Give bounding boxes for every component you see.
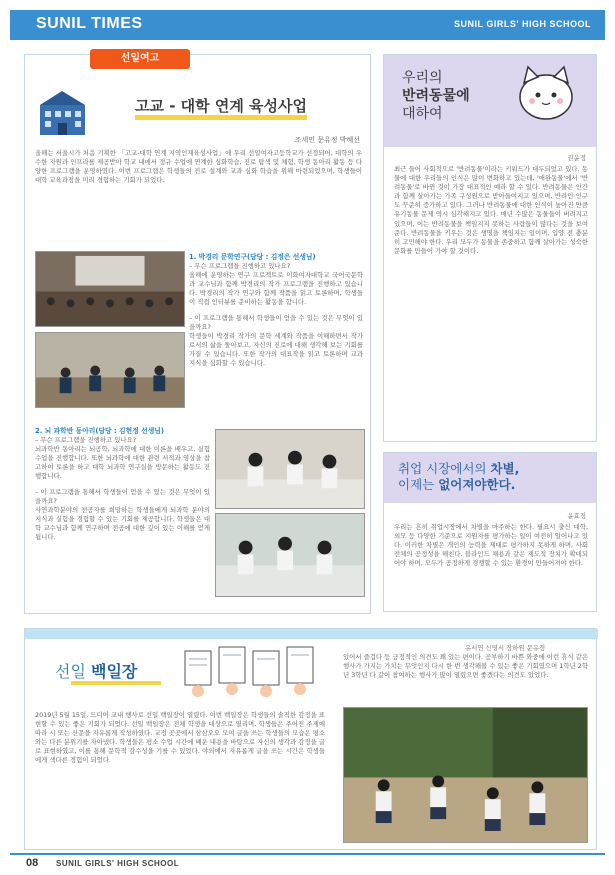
discrimination-column-body: 우리는 흔히 취업시장에서 차별을 마주하는 한다. 필요시 출신 대학, 외모 등 다양한 기준으로 지원자를 평가하는 일이 여전히 일어나고 있다. 이러한 차별은 개인의 능력을 제대로 평가하지 못하게 하며, 사회 전체의 공정성을 해친다. 블라인드 채용과 같은 제도적 장치가 확대되어야 하며, 모두가 공정하게 경쟁할 수 있는 환경이 만들어져야 한다. [394,523,588,568]
page-number: 08 [26,857,39,869]
section-1-body: 올해에 운영하는 연구 프로젝트로 이화여자대학교 국어국문학과 교수님과 함께 박경리의 작가 프로그램을 진행하고 있습니다. 박경리의 작가 연구와 함께 작품을 읽고 토론하며, 학생들이 직접 인터뷰를 준비하는 활동을 합니다. [189,271,363,307]
discrimination-column [383,452,597,612]
school-name: SUNIL GIRLS' HIGH SCHOOL [454,19,591,29]
students-writing-photo [343,707,588,843]
article-intro: 올해는 서울시가 처음 기획한 「고교-대학 연계 지역인재육성사업」에 우리 선일여자고등학교가 선정되어, 대학의 우수한 자원과 인프라를 제공받아 학교 내에서 정규 수업에 연계한 심화학습, 진로 탐색 및 체험, 학생 동아리 활동 등 다양한 프로그램을 운영하였다. 이번 프로그램은 학생들의 진로 설계와 교과 심화 학습을 위해 마련되었으며, 학생들이 대학 교육과정을 미리 경험하는 기회가 되었다. [35,149,362,185]
page-header [10,10,605,40]
lab-photo-1 [215,429,365,509]
article-title: 고교 - 대학 연계 육성사업 [135,95,307,116]
section-1-title: 1. 박경리 문학연구(담당 : 김정은 선생님) [189,253,316,261]
discrimination-column-header [384,453,596,503]
section-1-question: – 무슨 프로그램을 진행하고 있나요? [189,262,291,271]
section-2-title: 2. 뇌 과학반 동아리(담당 : 김현정 선생님) [35,427,164,435]
pets-column [383,54,597,442]
pets-column-header [384,55,596,147]
section-1 [189,253,363,368]
writing-hands-illustration-icon [175,641,335,703]
writing-contest-body: 2019년 5월 15일, 드디어 교내 행사로 선일 백일장이 열렸다. 이번 백일장은 학생들의 솔직한 감정을 표현할 수 있는 좋은 기회가 되었다. 선일 백일장은 전체 학생을 대상으로 열리며, 학생들은 주어진 주제에 따라 시 또는 산문을 자유롭게 작성하였다. 교정 곳곳에서 삼삼오오 모여 글을 쓰는 학생들의 모습은 평소와는 다른 분위기를 자아냈다. 학생들은 평소 수업 시간에 배운 내용을 바탕으로 자신의 생각과 감정을 글로 표현하였고, 이를 통해 문학적 감수성을 기를 수 있었다. 야외에서 자유롭게 글을 쓰는 시간은 학생들에게 색다른 경험이 되었다. [35,711,325,765]
cat-illustration-icon [514,63,578,121]
discrimination-column-author: 윤효정 [567,512,586,520]
lecture-hall-photo [35,251,185,327]
pets-column-title: 우리의 반려동물에 대하여 [402,70,470,122]
section-1-body-2: 학생들이 박경리 작가의 문학 세계와 작품을 이해하면서 작가로서의 삶을 돌아보고, 자신의 진로에 대해 생각해 보는 기회를 가질 수 있습니다. 또한 작가의 대표작을 읽고 토론하며 교과 지식을 심화할 수 있습니다. [189,331,363,368]
writing-contest-right-text: 있어서 즐겁다 등 긍정적인 의견도 꽤 있는 편이다. 공부하기 바쁜 와중에 이런 휴식 같은 행사가 가지는 가치는 무엇인지 다시 한 번 생각해볼 수 있는 좋은 기회였으며 1학년 2학년 3학년 다 같이 참여하는 행사가 많이 열렸으면 좋겠다는 의견도 있었다. [343,653,588,680]
section-1-question-2: – 이 프로그램을 통해서 학생들이 얻을 수 있는 것은 무엇이 있을까요? [189,313,363,331]
title-underline [71,681,161,685]
school-building-icon [35,85,90,140]
main-article [24,54,371,614]
footer-rule [10,853,605,855]
newspaper-title: SUNIL TIMES [36,15,143,32]
section-tag: 선일여고 [90,49,190,69]
discrimination-column-title: 취업 시장에서의 차별, 이제는 없어져야한다. [398,461,520,492]
section-2 [35,427,210,542]
article-top-band [25,629,598,639]
section-2-question: – 무슨 프로그램을 진행하고 있나요? [35,436,137,445]
pets-column-body: 최근 들어 사회적으로 '반려동물'이라는 키워드가 대두되었고 있다. 동물에 대한 우리들의 인식은 많이 변화하고 있는데, '애완동물'에서 '반려동물'로 바뀐 것이 가장 대표적인 예라 할 수 있다. 반려동물은 인간과 함께 살아가는 가족 구성원으로 받아들여지고 있으며, 반려인 인구도 꾸준히 증가하고 있다. 그러나 반려동물에 대한 인식이 높아진 만큼 유기동물 문제 역시 심각해지고 있다. 매년 수많은 동물들이 버려지고 있으며, 이는 반려동물을 책임지지 못하는 사람들이 많다는 것을 보여준다. 반려동물을 키우는 것은 생명을 책임지는 일이며, 입양 전 충분히 고민해야 한다. 우리 모두가 동물을 존중하고 함께 살아가는 성숙한 문화를 만들어 가야 할 것이다. [394,165,588,255]
lab-photo-2 [215,513,365,597]
article-byline: 조세민 문유정 박혜선 [294,136,360,144]
pets-column-author: 권윤정 [567,154,586,162]
writing-contest-article [24,628,597,850]
section-2-body-2: 사연과학분야의 전공자를 희망하는 학생들에게 뇌과학 분야의 지식과 실험을 경험할 수 있는 기회를 제공합니다. 학생들은 대학 교수님과 함께 연구하며 전공에 대한 깊이 있는 이해를 얻게 됩니다. [35,505,210,542]
writing-contest-title: 선일 백일장 [55,662,138,681]
section-2-body: 뇌과학반 동아리는 뇌공학, 뇌과학에 대한 이론을 배우고, 실험수업을 진행합니다. 또한 뇌과학에 대한 관련 서적과 영상을 참고하여 토론을 하고 대학 뇌과학 연구실을 방문하는 활동도 진행합니다. [35,445,210,481]
writing-contest-authors: 유서연 신영서 장하원 문유정 [465,644,546,652]
classroom-photo [35,332,185,408]
section-2-question-2: – 이 프로그램을 통해서 학생들이 얻을 수 있는 것은 무엇이 있을까요? [35,487,210,505]
page-footer [10,857,605,871]
footer-school-name: SUNIL GIRLS' HIGH SCHOOL [56,859,180,868]
